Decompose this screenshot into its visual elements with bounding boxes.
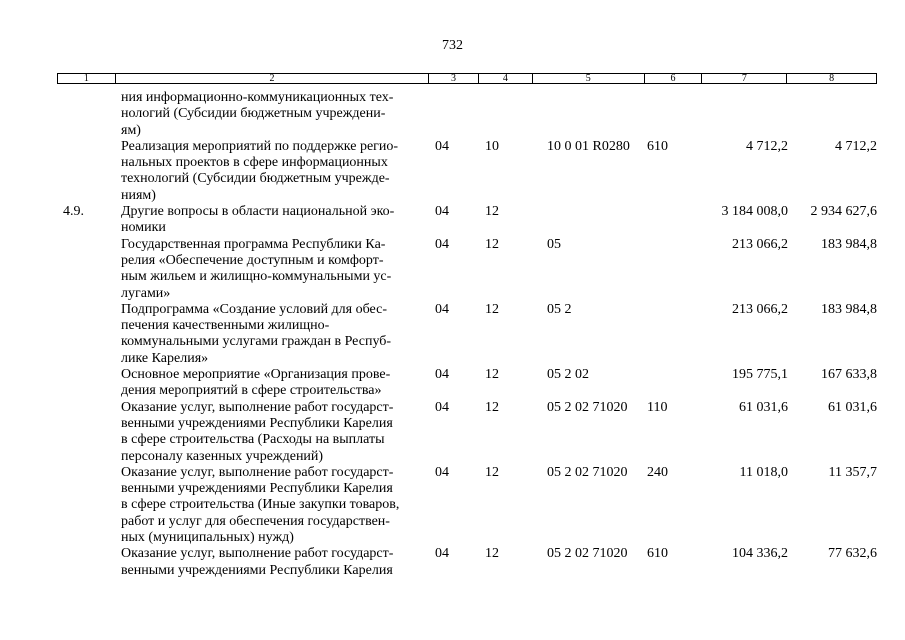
row-expense-type — [645, 90, 703, 139]
row-number — [57, 367, 115, 400]
row-section: 04 — [435, 138, 449, 154]
row-section: 04 — [435, 204, 449, 220]
row-name-line: персоналу казенных учреждений) — [121, 448, 324, 464]
row-number: 4.9. — [63, 204, 84, 220]
table-row — [57, 237, 877, 302]
row-amount-1: 61 031,6 — [739, 399, 788, 415]
row-name-line: Оказание услуг, выполнение работ государст- — [121, 399, 394, 415]
row-amount-1: 104 336,2 — [732, 546, 788, 562]
row-number — [57, 237, 115, 302]
row-target-article: 05 2 02 71020 — [547, 546, 628, 562]
row-target-article: 05 2 02 — [547, 367, 589, 383]
row-amount-1: 11 018,0 — [739, 464, 788, 480]
row-amount-2: 183 984,8 — [821, 301, 877, 317]
row-name-line: Подпрограмма «Создание условий для обес- — [121, 301, 387, 317]
row-name-line: дения мероприятий в сфере строительства» — [121, 383, 382, 399]
row-amount-2: 11 357,7 — [828, 464, 877, 480]
header-col-6: 6 — [645, 74, 703, 83]
row-expense-type — [645, 204, 703, 237]
row-name — [115, 465, 429, 546]
header-col-4: 4 — [479, 74, 533, 83]
row-expense-type — [645, 237, 703, 302]
header-col-7: 7 — [702, 74, 787, 83]
row-section: 04 — [435, 464, 449, 480]
row-name — [115, 400, 429, 465]
row-number — [57, 400, 115, 465]
page-number: 732 — [442, 38, 463, 53]
table-row — [57, 302, 877, 367]
row-name-line: Другие вопросы в области национальной эко- — [121, 204, 395, 220]
row-amount-2: 2 934 627,6 — [810, 204, 877, 220]
row-section: 04 — [435, 367, 449, 383]
row-name — [115, 302, 429, 367]
row-name-line: Оказание услуг, выполнение работ государст- — [121, 546, 394, 562]
row-name-line: Основное мероприятие «Организация прове- — [121, 367, 391, 383]
header-col-1: 1 — [58, 74, 116, 83]
row-amount-2: 77 632,6 — [828, 546, 877, 562]
row-section: 04 — [435, 546, 449, 562]
row-name-line: нальных проектов в сфере информационных — [121, 155, 388, 171]
row-name — [115, 90, 429, 139]
row-name-line: лугами» — [121, 285, 171, 301]
row-section: 04 — [435, 301, 449, 317]
row-amount-1: 213 066,2 — [732, 236, 788, 252]
row-number — [57, 90, 115, 139]
row-amount-2: 61 031,6 — [828, 399, 877, 415]
table-row — [57, 90, 877, 139]
row-name-line: венными учреждениями Республики Карелия — [121, 562, 393, 578]
table-body — [57, 90, 877, 579]
row-subsection: 12 — [485, 236, 499, 252]
row-name-line: коммунальными услугами граждан в Респуб- — [121, 334, 392, 350]
row-name-line: ным жильем и жилищно-коммунальными ус- — [121, 269, 392, 285]
row-target-article — [533, 204, 645, 237]
table-row — [57, 204, 877, 237]
table-row — [57, 400, 877, 465]
row-target-article: 05 2 — [547, 301, 572, 317]
row-subsection: 10 — [485, 138, 499, 154]
header-col-2: 2 — [116, 74, 429, 83]
row-name-line: венными учреждениями Республики Карелия — [121, 415, 393, 431]
header-col-3: 3 — [429, 74, 479, 83]
row-name-line: венными учреждениями Республики Карелия — [121, 481, 393, 497]
row-name-line: ния информационно-коммуникационных тех- — [121, 90, 394, 105]
row-name-line: нологий (Субсидии бюджетным учреждени- — [121, 106, 386, 122]
row-name-line: печения качественными жилищно- — [121, 318, 330, 334]
table-row — [57, 546, 877, 579]
row-target-article: 10 0 01 R0280 — [547, 138, 630, 154]
row-name-line: ных (муниципальных) нужд) — [121, 530, 294, 546]
row-number — [57, 139, 115, 204]
row-expense-type: 240 — [647, 464, 668, 480]
row-name-line: релия «Обеспечение доступным и комфорт- — [121, 252, 384, 268]
row-amount-1: 3 184 008,0 — [721, 204, 788, 220]
row-name-line: в сфере строительства (Иные закупки товаров, — [121, 497, 400, 513]
row-expense-type — [645, 302, 703, 367]
row-name — [115, 546, 429, 579]
row-target-article: 05 2 02 71020 — [547, 464, 628, 480]
row-name-line: технологий (Субсидии бюджетным учрежде- — [121, 171, 390, 187]
row-subsection — [479, 90, 533, 139]
row-amount-1 — [703, 90, 788, 139]
row-section: 04 — [435, 399, 449, 415]
row-target-article: 05 2 02 71020 — [547, 399, 628, 415]
row-name-line: ниям) — [121, 187, 156, 203]
table-header — [57, 73, 877, 84]
row-target-article — [533, 90, 645, 139]
row-name-line: лике Карелия» — [121, 350, 209, 366]
row-amount-2 — [788, 90, 877, 139]
row-name — [115, 139, 429, 204]
header-col-8: 8 — [829, 73, 835, 84]
row-number — [57, 465, 115, 546]
row-name — [115, 237, 429, 302]
row-amount-2: 4 712,2 — [835, 138, 877, 154]
row-amount-2: 183 984,8 — [821, 236, 877, 252]
row-subsection: 12 — [485, 464, 499, 480]
row-subsection: 12 — [485, 367, 499, 383]
row-subsection: 12 — [485, 301, 499, 317]
row-name-line: номики — [121, 220, 166, 236]
row-name-line: Оказание услуг, выполнение работ государст- — [121, 464, 394, 480]
row-name-line: в сфере строительства (Расходы на выплаты — [121, 432, 385, 448]
row-name-line: Государственная программа Республики Ка- — [121, 236, 386, 252]
row-name — [115, 204, 429, 237]
row-expense-type: 610 — [647, 546, 668, 562]
row-target-article: 05 — [547, 236, 561, 252]
row-expense-type — [645, 367, 703, 400]
row-subsection: 12 — [485, 204, 499, 220]
row-expense-type: 110 — [647, 399, 668, 415]
row-section — [429, 90, 479, 139]
table-row — [57, 139, 877, 204]
row-subsection: 12 — [485, 399, 499, 415]
table-row — [57, 367, 877, 400]
header-col-5: 5 — [533, 74, 645, 83]
row-name-line: работ и услуг для обеспечения государствен- — [121, 513, 390, 529]
row-amount-1: 213 066,2 — [732, 301, 788, 317]
row-number — [57, 302, 115, 367]
row-section: 04 — [435, 236, 449, 252]
row-amount-1: 195 775,1 — [732, 367, 788, 383]
row-name-line: ям) — [121, 122, 141, 138]
table-row — [57, 465, 877, 546]
row-subsection: 12 — [485, 546, 499, 562]
row-name — [115, 367, 429, 400]
row-amount-1: 4 712,2 — [746, 138, 788, 154]
row-number — [57, 546, 115, 579]
row-expense-type: 610 — [647, 138, 668, 154]
row-name-line: Реализация мероприятий по поддержке регио- — [121, 138, 399, 154]
row-amount-2: 167 633,8 — [821, 367, 877, 383]
